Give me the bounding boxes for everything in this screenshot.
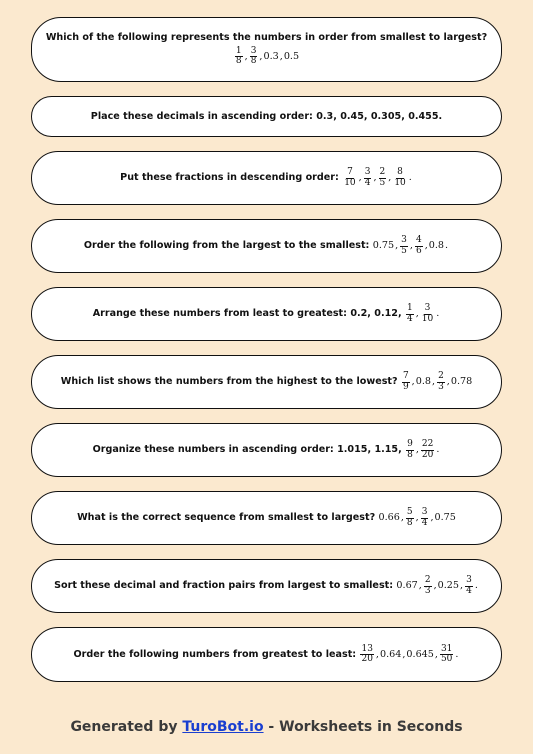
fraction-numerator: 3 (364, 167, 371, 178)
punctuation: , (279, 51, 283, 63)
question-card (31, 287, 502, 341)
fraction (424, 576, 432, 596)
punctuation: , (259, 51, 263, 63)
punctuation: , (434, 648, 438, 660)
fraction-denominator: 6 (415, 245, 422, 256)
question-math (234, 47, 299, 67)
decimal-value: 0.64 (379, 648, 402, 660)
punctuation: , (395, 240, 399, 252)
question-text: Place these decimals in ascending order: 0.3, 0.45, 0.305, 0.455. (90, 110, 443, 122)
decimal-value: 0.645 (406, 648, 434, 660)
punctuation: , (373, 172, 377, 184)
punctuation: , (415, 512, 419, 524)
question-text: Which of the following represents the numbers in order from smallest to largest? (45, 32, 488, 44)
punctuation: , (418, 580, 422, 592)
punctuation: . (455, 648, 459, 660)
question-text: Order the following from the largest to the smallest: (83, 240, 370, 252)
fraction-numerator: 7 (347, 167, 353, 178)
punctuation: , (244, 51, 248, 63)
fraction-denominator: 8 (407, 449, 413, 460)
fraction-numerator: 9 (407, 439, 413, 450)
question-math (373, 236, 449, 256)
fraction-numerator: 13 (361, 643, 373, 654)
fraction-numerator: 2 (424, 575, 431, 586)
punctuation: , (424, 240, 428, 252)
fraction (400, 236, 408, 256)
punctuation: , (411, 376, 415, 388)
fraction (421, 508, 429, 528)
fraction-numerator: 2 (438, 371, 444, 382)
question-card (31, 219, 502, 273)
fraction-denominator: 5 (401, 245, 407, 256)
fraction-numerator: 3 (466, 575, 472, 586)
decimal-value: 0.75 (434, 512, 456, 524)
fraction-denominator: 8 (406, 517, 413, 528)
fraction-denominator: 8 (235, 56, 242, 67)
fraction (379, 168, 387, 188)
question-text: Which list shows the numbers from the highest to the lowest? (60, 376, 398, 388)
footer-suffix: - Worksheets in Seconds (263, 719, 463, 735)
fraction-numerator: 31 (440, 643, 453, 654)
question-text: Sort these decimal and fraction pairs from largest to smallest: (54, 580, 394, 592)
question-math (401, 372, 472, 392)
fraction (235, 47, 243, 67)
question-card (31, 355, 502, 409)
punctuation: , (388, 172, 392, 184)
fraction-denominator: 8 (250, 56, 257, 67)
question-card (31, 17, 502, 82)
footer-prefix: Generated by (70, 719, 183, 735)
fraction (393, 168, 406, 188)
fraction (421, 304, 434, 324)
question-text: What is the correct sequence from smallest to largest? (77, 512, 376, 524)
question-math (359, 645, 459, 665)
punctuation: , (415, 308, 419, 320)
punctuation: , (446, 376, 450, 388)
question-math (396, 576, 478, 596)
punctuation: , (430, 512, 434, 524)
question-math (405, 440, 440, 460)
fraction-denominator: 4 (421, 517, 428, 528)
fraction-numerator: 3 (401, 235, 407, 246)
question-card (31, 423, 502, 477)
punctuation: , (460, 580, 464, 592)
decimal-value: 0.67 (396, 580, 418, 592)
fraction (250, 47, 258, 67)
question-text: Arrange these numbers from least to greatest: 0.2, 0.12, (92, 308, 402, 320)
decimal-value: 0.25 (437, 580, 460, 592)
decimal-value: 0.66 (378, 512, 400, 524)
punctuation: , (415, 444, 419, 456)
fraction (406, 440, 414, 460)
question-card (31, 559, 502, 613)
fraction (415, 236, 423, 256)
question-card (31, 96, 502, 137)
decimal-value: 0.8 (415, 376, 431, 388)
fraction (406, 304, 414, 324)
footer (0, 719, 533, 735)
fraction-numerator: 8 (397, 167, 403, 178)
fraction-numerator: 1 (406, 303, 413, 314)
fraction-denominator: 4 (466, 585, 472, 596)
fraction-denominator: 5 (379, 177, 386, 188)
punctuation: , (432, 376, 436, 388)
fraction (360, 645, 373, 665)
punctuation: , (375, 648, 379, 660)
fraction-denominator: 10 (394, 177, 406, 188)
fraction (343, 168, 356, 188)
fraction (364, 168, 372, 188)
fraction-numerator: 4 (415, 235, 422, 246)
decimal-value: 0.8 (428, 240, 445, 252)
decimal-value: 0.5 (283, 51, 300, 63)
question-text: Put these fractions in descending order: (120, 172, 339, 184)
punctuation: , (409, 240, 413, 252)
fraction-denominator: 3 (424, 585, 431, 596)
punctuation: , (402, 648, 406, 660)
punctuation: , (358, 172, 362, 184)
turobot-link[interactable]: TuroBot.io (182, 719, 264, 735)
fraction (402, 372, 410, 392)
punctuation: . (445, 240, 449, 252)
punctuation: , (400, 512, 404, 524)
decimal-value: 0.3 (263, 51, 279, 63)
fraction-denominator: 4 (406, 313, 413, 324)
fraction-denominator: 20 (361, 654, 373, 664)
fraction-numerator: 3 (424, 303, 431, 314)
fraction-denominator: 9 (402, 381, 409, 392)
question-text: Order the following numbers from greatest to least: (73, 648, 357, 660)
fraction-numerator: 5 (406, 507, 413, 518)
question-card (31, 627, 502, 682)
fraction-denominator: 4 (364, 177, 371, 188)
fraction (406, 508, 414, 528)
punctuation: , (433, 580, 437, 592)
fraction-numerator: 1 (235, 45, 242, 56)
fraction (465, 576, 473, 596)
fraction (421, 440, 434, 460)
punctuation: . (436, 308, 440, 320)
question-math (378, 508, 455, 528)
punctuation: . (436, 444, 440, 456)
question-math (342, 168, 413, 188)
question-card (31, 491, 502, 545)
fraction (440, 645, 453, 665)
fraction-denominator: 10 (344, 177, 356, 188)
fraction-denominator: 10 (421, 313, 434, 324)
fraction-numerator: 7 (402, 371, 409, 382)
fraction-denominator: 3 (438, 381, 444, 392)
decimal-value: 0.75 (372, 240, 395, 252)
question-card (31, 151, 502, 205)
fraction-denominator: 50 (440, 654, 453, 664)
punctuation: . (408, 172, 412, 184)
fraction (437, 372, 445, 392)
decimal-value: 0.78 (450, 376, 473, 388)
fraction-denominator: 20 (421, 449, 434, 460)
fraction-numerator: 22 (421, 439, 434, 450)
fraction-numerator: 3 (421, 507, 428, 518)
fraction-numerator: 3 (250, 45, 257, 56)
fraction-numerator: 2 (379, 167, 386, 178)
question-math (405, 304, 440, 324)
punctuation: . (474, 580, 478, 592)
question-text: Organize these numbers in ascending order: 1.015, 1.15, (92, 444, 402, 456)
